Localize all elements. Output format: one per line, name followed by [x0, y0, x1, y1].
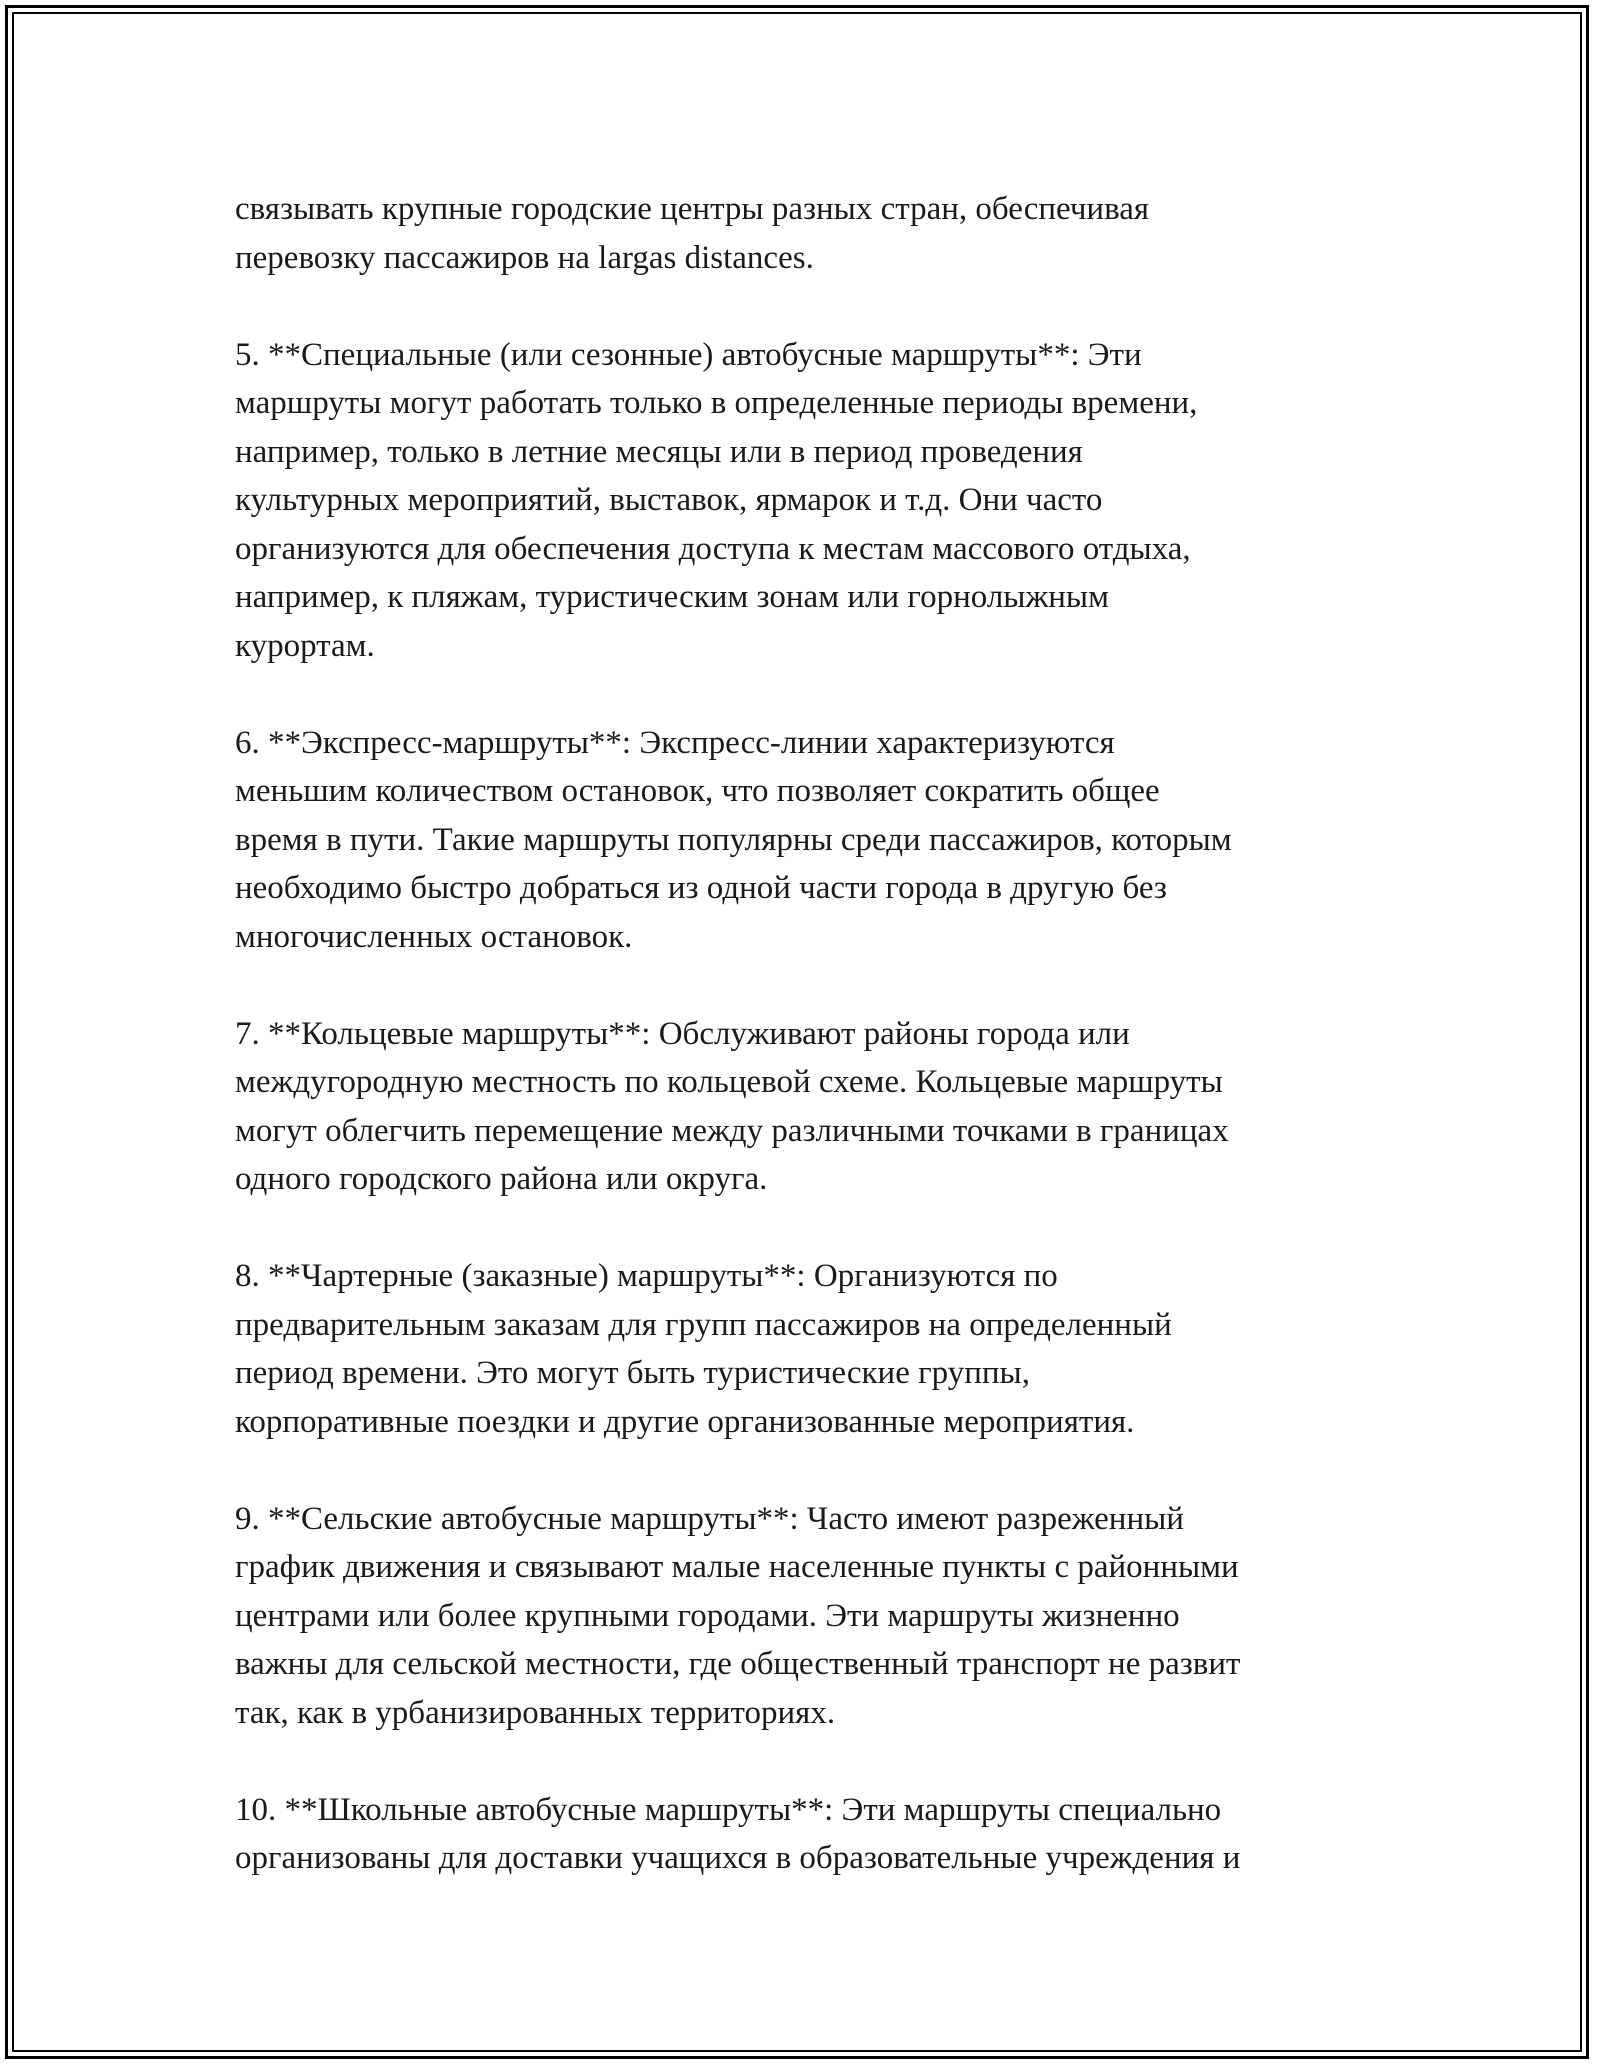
text-line: маршруты могут работать только в определенные периоды времени, [235, 385, 1198, 421]
text-line: например, только в летние месяцы или в период проведения [235, 433, 1083, 470]
document-body [235, 185, 1375, 1931]
text-line: 7. **Кольцевые маршруты**: Обслуживают районы города или [235, 1015, 1130, 1052]
text-line: организуются для обеспечения доступа к местам массового отдыха, [235, 530, 1191, 567]
text-line: 9. **Сельские автобусные маршруты**: Часто имеют разреженный [235, 1500, 1184, 1537]
text-line: организованы для доставки учащихся в образовательные учреждения и [235, 1840, 1241, 1876]
text-line: центрами или более крупными городами. Эти маршруты жизненно [235, 1597, 1180, 1634]
text-line: корпоративные поездки и другие организованные мероприятия. [235, 1403, 1135, 1440]
text-line: 6. **Экспресс-маршруты**: Экспресс-линии характеризуются [235, 724, 1115, 761]
text-line: график движения и связывают малые населенные пункты с районными [235, 1549, 1239, 1585]
text-line: перевозку пассажиров на largas distances. [235, 239, 814, 276]
text-line: курортам. [235, 627, 375, 664]
text-line: 8. **Чартерные (заказные) маршруты**: Организуются по [235, 1258, 1058, 1294]
text-line: например, к пляжам, туристическим зонам или горнолыжным [235, 579, 1109, 615]
text-line: период времени. Это могут быть туристические группы, [235, 1355, 1030, 1391]
text-line: одного городского района или округа. [235, 1161, 768, 1197]
text-line: предварительным заказам для групп пассажиров на определенный [235, 1306, 1172, 1343]
text-line: многочисленных остановок. [235, 918, 633, 955]
paragraph-intercity-continuation [235, 185, 1375, 282]
text-line: междугородную местность по кольцевой схеме. Кольцевые маршруты [235, 1064, 1223, 1100]
text-line: 10. **Школьные автобусные маршруты**: Эти маршруты специально [235, 1791, 1222, 1828]
text-line: связывать крупные городские центры разных стран, обеспечивая [235, 191, 1150, 227]
text-line: важны для сельской местности, где общественный транспорт не развит [235, 1646, 1241, 1682]
paragraph-item-9-rural-routes [235, 1495, 1375, 1738]
paragraph-item-8-charter-routes [235, 1252, 1375, 1446]
paragraph-item-7-ring-routes [235, 1010, 1375, 1204]
text-line: 5. **Специальные (или сезонные) автобусные маршруты**: Эти [235, 336, 1142, 373]
paragraph-item-5-seasonal-routes [235, 331, 1375, 671]
text-line: меньшим количеством остановок, что позволяет сократить общее [235, 773, 1160, 809]
text-line: культурных мероприятий, выставок, ярмарок и т.д. Они часто [235, 482, 1103, 518]
paragraph-item-10-school-routes [235, 1786, 1375, 1883]
text-line: могут облегчить перемещение между различными точками в границах [235, 1112, 1229, 1149]
text-line: так, как в урбанизированных территориях. [235, 1694, 836, 1731]
text-line: время в пути. Такие маршруты популярны среди пассажиров, которым [235, 821, 1232, 858]
text-line: необходимо быстро добраться из одной части города в другую без [235, 870, 1167, 906]
paragraph-item-6-express-routes [235, 719, 1375, 962]
